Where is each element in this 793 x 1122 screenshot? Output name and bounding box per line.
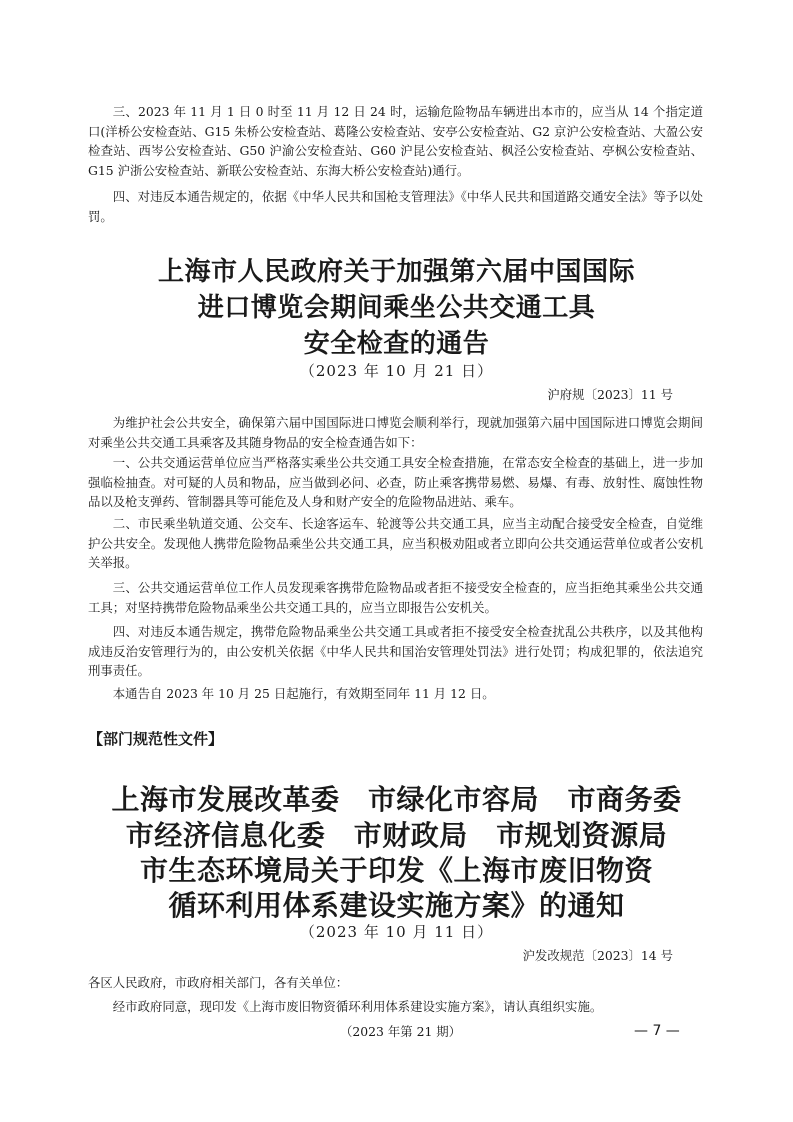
notice1-item-3: 三、公共交通运营单位工作人员发现乘客携带危险物品或者拒不接受安全检查的，应当拒绝其乘坐公共交通工具；对坚持携带危险物品乘坐公共交通工具的，应当立即报告公安机关。 xyxy=(88,580,703,615)
issue-number: （2023 年第 21 期） xyxy=(340,1024,462,1039)
notice2-body: 经市政府同意，现印发《上海市废旧物资循环利用体系建设实施方案》，请认真组织实施。 xyxy=(112,999,603,1014)
previous-notice-item-3: 三、2023 年 11 月 1 日 0 时至 11 月 12 日 24 时，运输危险物品车辆进出本市的，应当从 14 个指定道口(洋桥公安检查站、G15 朱桥公安检查站、葛隆公安检查站、安亭公安检查站、G2 京沪公安检查站、大盈公安检查站、西岑公安检查站、G50 沪渝公安检查站、G60 沪昆公安检查站、枫泾公安检查站、亭枫公安检查站、G15 沪浙公安检查站、新联公安检查站、东海大桥公安检查站)通行。 xyxy=(88,104,703,178)
notice2-title-line-4: 循环利用体系建设实施方案》的通知 xyxy=(168,889,625,922)
notice1-item-2: 二、市民乘坐轨道交通、公交车、长途客运车、轮渡等公共交通工具，应当主动配合接受安全检查，自觉维护公共安全。发现他人携带危险物品乘坐公共交通工具，应当积极劝阻或者立即向公共交通运营单位或者公安机关举报。 xyxy=(88,516,703,571)
notice1-item-4: 四、对违反本通告规定，携带危险物品乘坐公共交通工具或者拒不接受安全检查扰乱公共秩序，以及其他构成违反治安管理行为的，由公安机关依据《中华人民共和国治安管理处罚法》进行处罚；构成犯罪的，依法追究刑事责任。 xyxy=(88,624,703,679)
notice2-title-line-3: 市生态环境局关于印发《上海市废旧物资 xyxy=(139,854,653,887)
notice1-document-number: 沪府规〔2023〕11 号 xyxy=(547,387,673,402)
notice2-addressee: 各区人民政府，市政府相关部门，各有关单位： xyxy=(88,975,349,990)
notice1-title-line-3: 安全检查的通告 xyxy=(303,329,490,359)
notice1-title-line-1: 上海市人民政府关于加强第六届中国国际 xyxy=(157,257,635,287)
notice2-document-number: 沪发改规范〔2023〕14 号 xyxy=(522,948,673,963)
notice2-title-line-1: 上海市发展改革委 市绿化市容局 市商务委 xyxy=(111,783,682,816)
previous-notice-item-4: 四、对违反本通告规定的，依据《中华人民共和国枪支管理法》《中华人民共和国道路交通安全法》等予以处罚。 xyxy=(88,189,703,224)
notice1-intro: 为维护社会公共安全，确保第六届中国国际进口博览会顺利举行，现就加强第六届中国国际进口博览会期间对乘坐公共交通工具乘客及其随身物品的安全检查通告如下： xyxy=(88,415,703,450)
notice2-date: （2023 年 10 月 11 日） xyxy=(299,923,494,941)
notice1-title-line-2: 进口博览会期间乘坐公共交通工具 xyxy=(197,293,596,323)
page-number: — 7 — xyxy=(634,1023,680,1039)
notice1-item-1: 一、公共交通运营单位应当严格落实乘坐公共交通工具安全检查措施，在常态安全检查的基础上，进一步加强临检抽查。对可疑的人员和物品，应当做到必问、必查，防止乘客携带易燃、易爆、有毒、放射性、腐蚀性物品以及枪支弹药、管制器具等可能危及人身和财产安全的危险物品进站、乘车。 xyxy=(88,455,703,510)
section-label: 【部门规范性文件】 xyxy=(88,730,224,748)
notice1-date: （2023 年 10 月 21 日） xyxy=(299,362,494,380)
notice2-title-line-2: 市经济信息化委 市财政局 市规划资源局 xyxy=(125,819,668,852)
notice1-effective-date: 本通告自 2023 年 10 月 25 日起施行，有效期至同年 11 月 12 日。 xyxy=(112,686,495,701)
